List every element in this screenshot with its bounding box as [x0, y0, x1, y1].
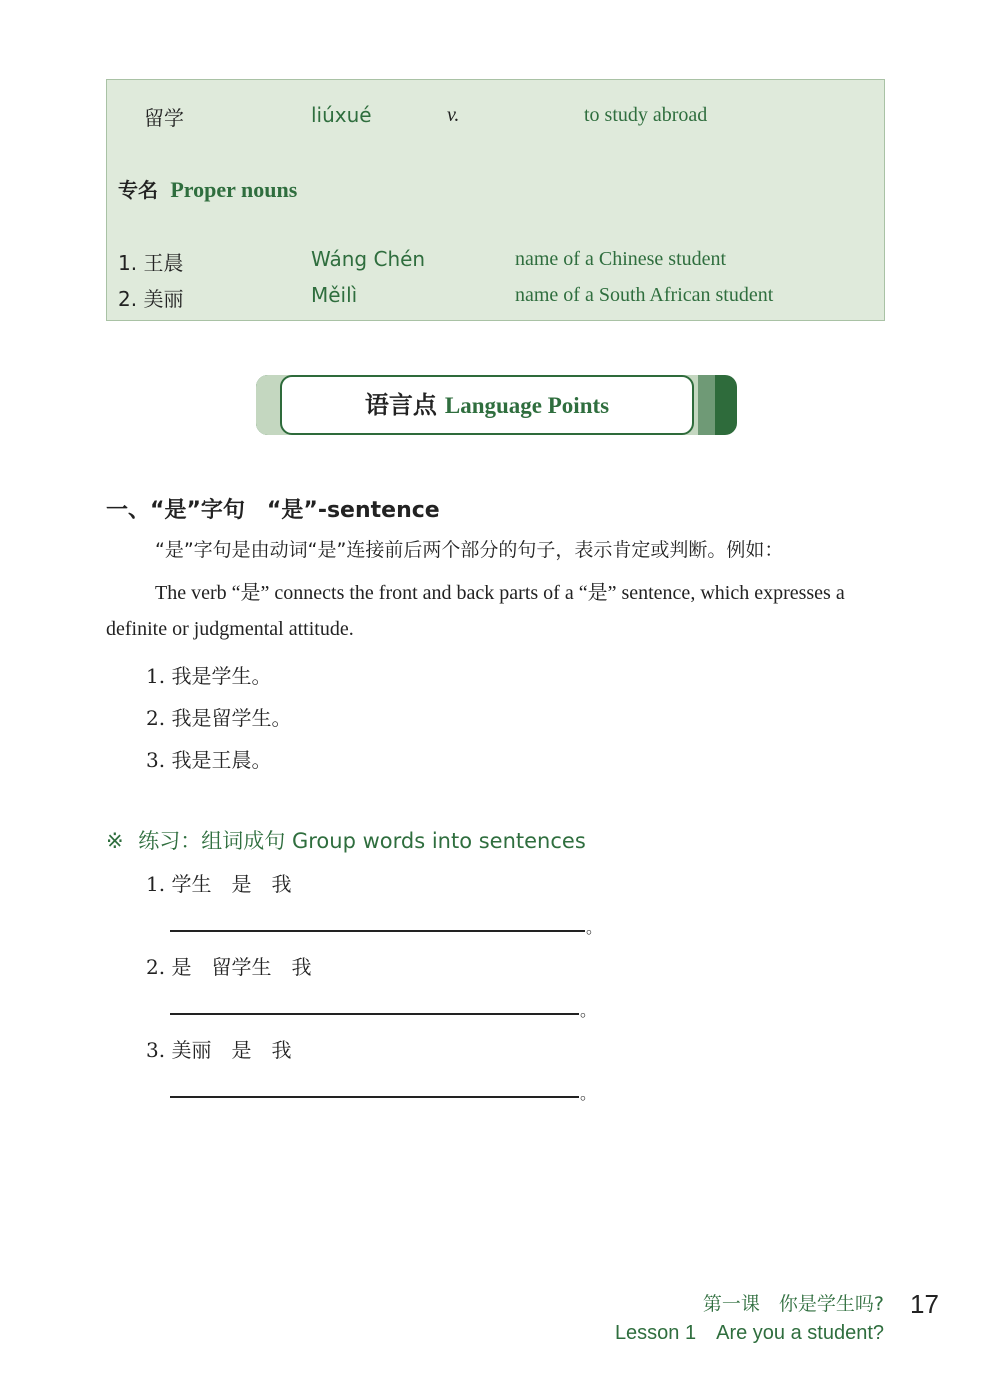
- vocab-part-of-speech: v.: [447, 104, 460, 126]
- page-number: 17: [910, 1289, 939, 1319]
- exercise-item: 1. 学生 是 我: [146, 872, 292, 896]
- footer-lesson-cn: 第一课 你是学生吗?: [702, 1293, 884, 1315]
- language-points-banner: [256, 375, 737, 435]
- vocab-meaning: to study abroad: [584, 104, 708, 126]
- example-sentence: 2. 我是留学生。: [146, 706, 292, 730]
- answer-line[interactable]: [170, 1013, 579, 1015]
- proper-nouns-en: Proper nouns: [170, 177, 298, 202]
- proper-nouns-cn: 专名: [118, 178, 158, 202]
- proper-nouns-heading: [118, 174, 297, 203]
- vocab-word: 留学: [144, 106, 184, 130]
- banner-title-en: Language Points: [444, 393, 610, 418]
- proper-noun-word: 1. 王晨: [118, 251, 184, 275]
- sentence-end-mark: 。: [586, 918, 603, 937]
- description-chinese: “是”字句是由动词“是”连接前后两个部分的句子，表示肯定或判断。例如：: [155, 539, 784, 561]
- banner-label: [280, 375, 694, 435]
- banner-title-cn: 语言点: [364, 391, 437, 419]
- vocab-pinyin: liúxué: [311, 103, 372, 127]
- sentence-end-mark: 。: [580, 1001, 597, 1020]
- exercise-heading: [106, 825, 586, 855]
- answer-line[interactable]: [170, 1096, 579, 1098]
- footer-lesson-en: Lesson 1 Are you a student?: [614, 1322, 884, 1344]
- answer-line[interactable]: [170, 930, 585, 932]
- description-english-line-1: The verb “是” connects the front and back parts of a “是” sentence, which expresses a: [155, 582, 845, 604]
- proper-noun-pinyin: Wáng Chén: [311, 247, 426, 271]
- exercise-item: 3. 美丽 是 我: [146, 1038, 292, 1062]
- proper-noun-meaning: name of a Chinese student: [515, 248, 727, 270]
- example-sentence: 1. 我是学生。: [146, 664, 272, 688]
- proper-noun-pinyin: Měilì: [311, 283, 358, 307]
- section-heading: 一、“是”字句 “是”-sentence: [106, 498, 440, 523]
- vocabulary-box: [106, 79, 885, 321]
- exercise-title: 练习：组词成句 Group words into sentences: [138, 829, 586, 853]
- reference-mark-icon: ※: [106, 829, 124, 853]
- proper-noun-meaning: name of a South African student: [515, 284, 774, 306]
- sentence-end-mark: 。: [580, 1084, 597, 1103]
- proper-noun-word: 2. 美丽: [118, 287, 184, 311]
- exercise-item: 2. 是 留学生 我: [146, 955, 312, 979]
- example-sentence: 3. 我是王晨。: [146, 748, 272, 772]
- description-english-line-2: definite or judgmental attitude.: [106, 618, 354, 640]
